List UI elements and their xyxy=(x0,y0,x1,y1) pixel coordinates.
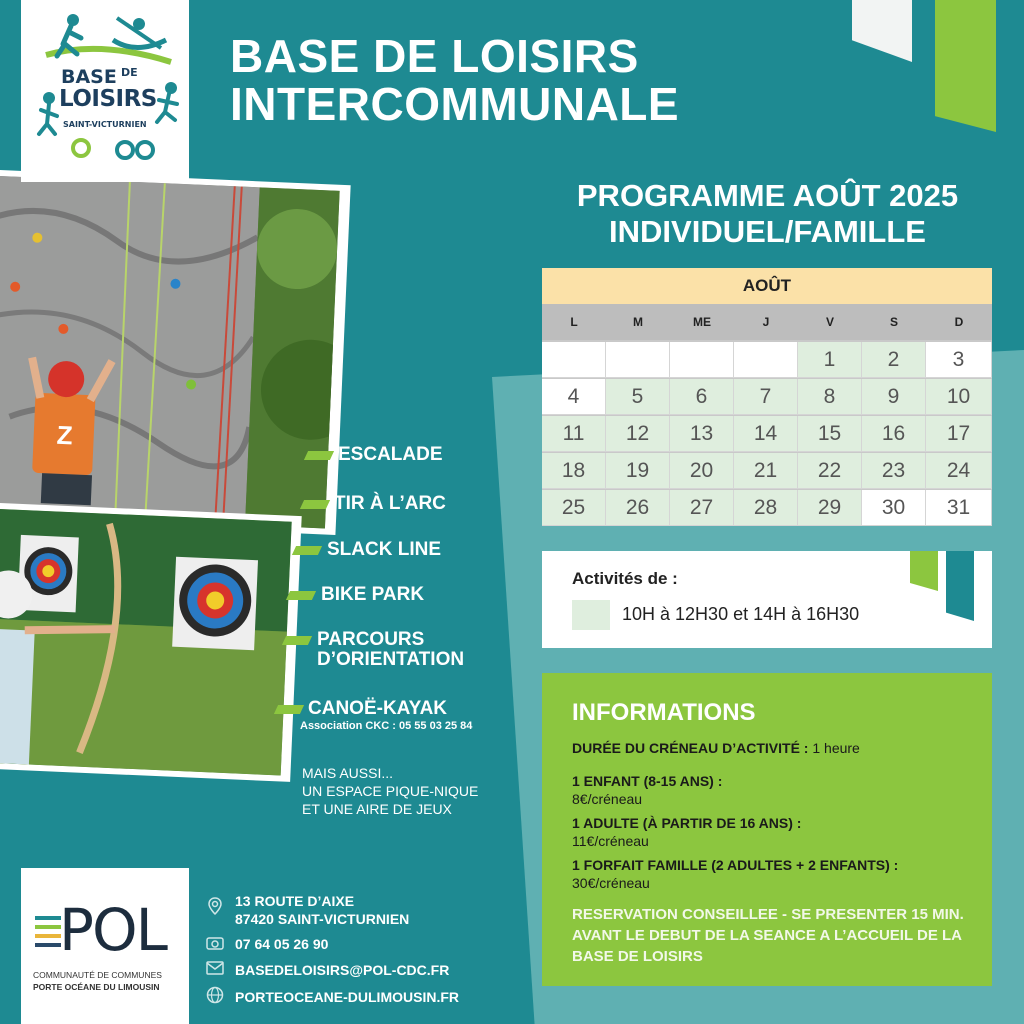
calendar-weekday: L xyxy=(542,304,606,340)
activity-label: ESCALADE xyxy=(338,444,443,465)
activity-label: PARCOURS xyxy=(317,629,425,650)
calendar-day: 5 xyxy=(606,379,670,415)
pol-logo xyxy=(21,868,189,1024)
archery-illustration xyxy=(0,509,292,775)
activity-label-line2: D’ORIENTATION xyxy=(317,649,465,670)
activity-bullet xyxy=(304,451,334,460)
logo-text-base: BASE xyxy=(61,66,117,88)
also-line2: UN ESPACE PIQUE-NIQUE xyxy=(302,783,479,799)
activity-item xyxy=(308,699,447,719)
base-de-loisirs-logo xyxy=(21,0,189,182)
calendar-day: 4 xyxy=(542,379,606,415)
activity-hours-title: Activités de : xyxy=(572,569,678,588)
logo-text-loisirs: LOISIRS xyxy=(59,86,157,112)
calendar-day: 18 xyxy=(542,453,606,489)
calendar-day: 25 xyxy=(542,490,606,526)
family-price-label-text: 1 FORFAIT FAMILLE (2 ADULTES + 2 ENFANTS) : xyxy=(572,857,899,873)
activity-label: CANOË-KAYAK xyxy=(308,698,448,719)
also-line1: MAIS AUSSI... xyxy=(302,765,394,781)
calendar-weekday: D xyxy=(926,304,992,340)
website-link[interactable]: PORTEOCEANE-DULIMOUSIN.FR xyxy=(235,989,459,1005)
calendar-day: 11 xyxy=(542,416,606,452)
pol-stripes-icon xyxy=(35,916,61,947)
address-line2: 87420 SAINT-VICTURNIEN xyxy=(235,911,410,927)
child-price-label xyxy=(572,773,722,789)
calendar-day: 26 xyxy=(606,490,670,526)
calendar-day: 12 xyxy=(606,416,670,452)
calendar-weekday: J xyxy=(734,304,798,340)
calendar-day: 14 xyxy=(734,416,798,452)
calendar-day: 23 xyxy=(862,453,926,489)
activity-hours-box xyxy=(542,551,992,648)
calendar-weekday: S xyxy=(862,304,926,340)
pol-subtitle-line2: PORTE OCÉANE DU LIMOUSIN xyxy=(33,982,160,992)
calendar-day: 9 xyxy=(862,379,926,415)
climbing-illustration xyxy=(0,176,340,529)
calendar-day: 29 xyxy=(798,490,862,526)
location-icon xyxy=(205,896,225,916)
activity-label: TIR À L’ARC xyxy=(334,493,446,514)
calendar-day: 27 xyxy=(670,490,734,526)
calendar-day: 8 xyxy=(798,379,862,415)
calendar-day: 10 xyxy=(926,379,992,415)
calendar-day: 21 xyxy=(734,453,798,489)
page-title-line1: BASE DE LOISIRS xyxy=(230,30,639,82)
archery-photo xyxy=(0,509,292,775)
svg-text:Z: Z xyxy=(56,419,74,451)
calendar-weekday: M xyxy=(606,304,670,340)
logo-text-de: DE xyxy=(121,66,138,79)
program-title-line1: PROGRAMME AOÛT 2025 xyxy=(576,178,959,213)
calendar-day: 31 xyxy=(926,490,992,526)
activity-item xyxy=(338,445,443,465)
calendar-day xyxy=(670,342,734,378)
reservation-note: RESERVATION CONSEILLEE - SE PRESENTER 15 MIN. AVANT LE DEBUT DE LA SEANCE A L’ACCUEIL DE LA BASE DE LOISIRS xyxy=(572,906,964,965)
calendar-day: 22 xyxy=(798,453,862,489)
also-available xyxy=(302,764,478,818)
information-title: INFORMATIONS xyxy=(572,699,756,726)
activity-color-legend xyxy=(572,600,610,630)
also-line3: ET UNE AIRE DE JEUX xyxy=(302,801,452,817)
globe-icon xyxy=(205,985,225,1005)
child-price-label-text: 1 ENFANT (8-15 ANS) : xyxy=(572,773,723,789)
duration-line xyxy=(572,740,860,756)
adult-price-label xyxy=(572,815,801,831)
decor-green-bar xyxy=(910,551,938,591)
calendar-month: AOÛT xyxy=(542,268,992,304)
calendar-weekday: ME xyxy=(670,304,734,340)
calendar-day: 2 xyxy=(862,342,926,378)
activity-bullet xyxy=(274,705,304,714)
logo-text-town: SAINT-VICTURNIEN xyxy=(63,120,147,129)
information-box xyxy=(542,673,992,986)
canoe-association-note: Association CKC : 05 55 03 25 84 xyxy=(300,720,473,732)
calendar-day: 3 xyxy=(926,342,992,378)
activity-item xyxy=(327,540,441,560)
decor-white-shape xyxy=(852,0,912,62)
activity-bullet xyxy=(282,636,312,645)
activity-item xyxy=(317,630,464,670)
activity-item xyxy=(334,494,446,514)
calendar-day: 20 xyxy=(670,453,734,489)
activity-label: SLACK LINE xyxy=(327,539,441,560)
program-title xyxy=(545,178,990,250)
calendar-day: 16 xyxy=(862,416,926,452)
calendar-day: 13 xyxy=(670,416,734,452)
calendar-day: 7 xyxy=(734,379,798,415)
calendar-day: 15 xyxy=(798,416,862,452)
adult-price-label-text: 1 ADULTE (À PARTIR DE 16 ANS) : xyxy=(572,815,802,831)
decor-green-shape xyxy=(935,0,996,132)
calendar-day: 24 xyxy=(926,453,992,489)
calendar-day xyxy=(734,342,798,378)
calendar-day: 19 xyxy=(606,453,670,489)
calendar-day: 28 xyxy=(734,490,798,526)
page-title xyxy=(230,32,679,128)
program-title-line2: INDIVIDUEL/FAMILLE xyxy=(609,214,926,249)
calendar-day: 1 xyxy=(798,342,862,378)
calendar-day xyxy=(542,342,606,378)
activity-hours-text: 10H à 12H30 et 14H à 16H30 xyxy=(622,604,860,624)
page-title-line2: INTERCOMMUNALE xyxy=(230,78,680,130)
calendar-day: 17 xyxy=(926,416,992,452)
email-link[interactable]: BASEDELOISIRS@POL-CDC.FR xyxy=(235,962,450,978)
duration-label: DURÉE DU CRÉNEAU D’ACTIVITÉ : xyxy=(572,740,809,756)
activity-item xyxy=(321,585,424,605)
pol-subtitle-line1: COMMUNAUTÉ DE COMMUNES xyxy=(33,970,162,980)
pol-name: POL xyxy=(59,896,166,964)
email-icon xyxy=(205,958,225,978)
child-price: 8€/créneau xyxy=(572,791,643,807)
activity-bullet xyxy=(286,591,316,600)
duration-value: 1 heure xyxy=(808,740,860,756)
calendar xyxy=(542,268,992,526)
activity-bullet xyxy=(292,546,322,555)
activity-label: BIKE PARK xyxy=(321,584,425,605)
calendar-day: 6 xyxy=(670,379,734,415)
calendar-day: 30 xyxy=(862,490,926,526)
address-line1: 13 ROUTE D’AIXE xyxy=(235,893,355,909)
calendar-weekday: V xyxy=(798,304,862,340)
activity-bullet xyxy=(300,500,330,509)
family-price: 30€/créneau xyxy=(572,875,650,891)
decor-teal-bar xyxy=(946,551,974,621)
phone-icon xyxy=(205,933,225,953)
calendar-day xyxy=(606,342,670,378)
phone-number[interactable]: 07 64 05 26 90 xyxy=(235,936,329,952)
family-price-label xyxy=(572,857,898,873)
adult-price: 11€/créneau xyxy=(572,833,649,849)
climbing-photo xyxy=(0,176,340,529)
